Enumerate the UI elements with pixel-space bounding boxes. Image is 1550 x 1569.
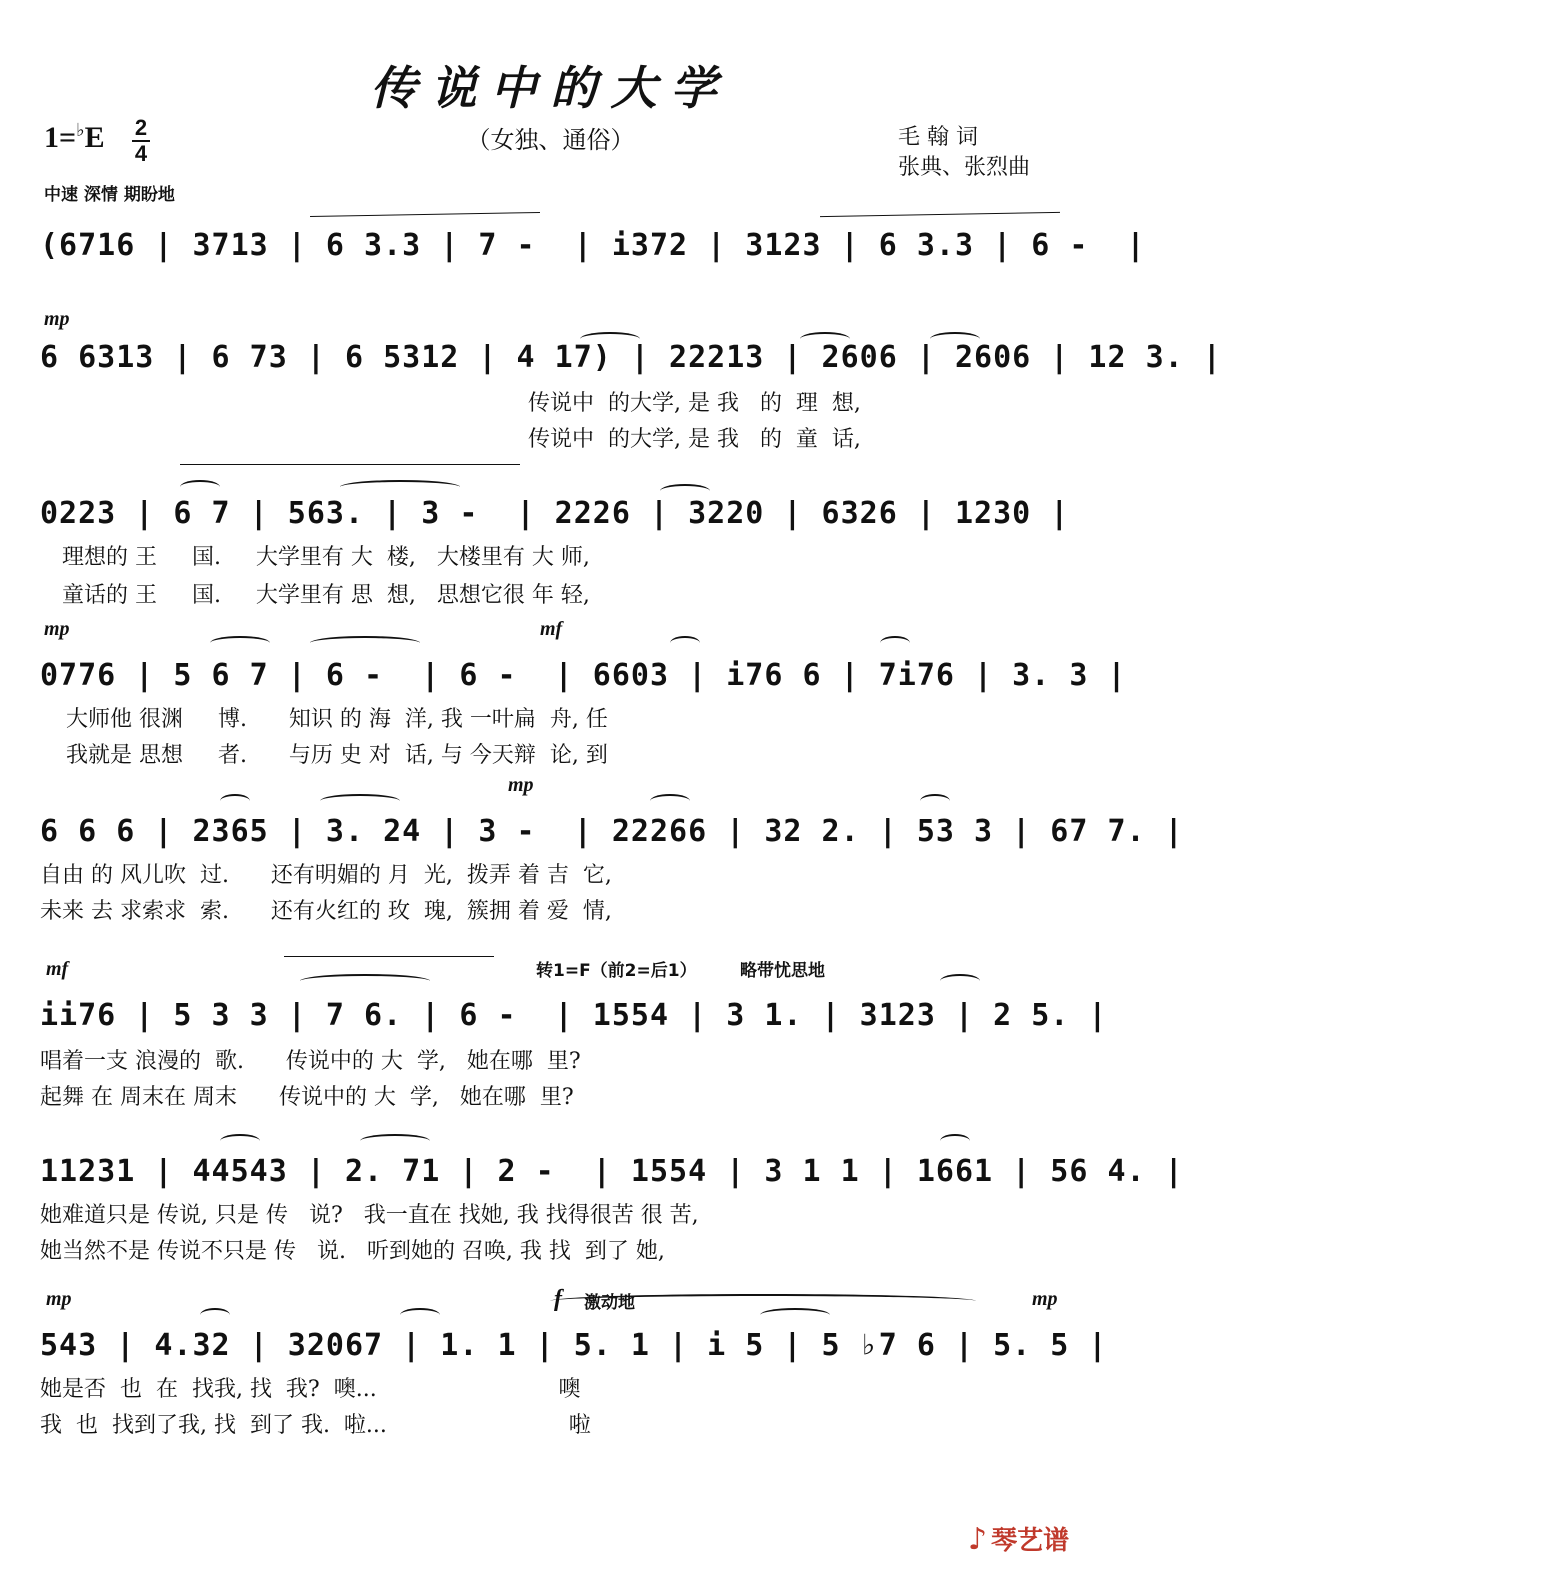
tempo-marking: 中速 深情 期盼地 [44,185,175,205]
key-prefix: 1= [44,121,77,154]
score-line-3 [40,478,1070,608]
flat-symbol: ♭ [76,120,85,140]
dynamic-mark: f [554,1286,562,1312]
note-line: 0776 | 5 6 7 | 6 - | 6 - | 6603 | i76 6 | 7i76 | 3. 3 | [40,658,1127,693]
note-line: (6716 | 3713 | 6 3.3 | 7 - | i372 | 3123 | 6 3.3 | 6 - | [40,228,1146,263]
lyric-verse-1: 传说中 的大学, 是 我 的 理 想, [528,391,861,416]
lyricist-credit: 毛 翰 词 [898,125,978,150]
score-line-1 [40,210,1146,280]
score-line-5 [40,774,1184,926]
dynamic-mark: mp [1032,1288,1058,1310]
score-line-7 [40,1136,1184,1266]
music-note-icon: ♪ [968,1522,988,1557]
expression-direction: 激动地 [584,1293,635,1313]
time-signature [132,116,150,166]
slur [920,794,950,808]
lyric-verse-2: 我 也 找到了我, 找 到了 我. 啦... 啦 [40,1413,591,1438]
slur [940,1134,970,1148]
slur [360,1134,430,1148]
lyric-verse-1: 唱着一支 浪漫的 歌. 传说中的 大 学, 她在哪 里? [40,1049,581,1074]
slur [200,1308,230,1322]
lyric-verse-2: 起舞 在 周末在 周末 传说中的 大 学, 她在哪 里? [40,1085,574,1110]
dynamic-mark: mp [508,774,534,796]
slur [670,636,700,650]
slur [300,974,430,988]
note-line: ii76 | 5 3 3 | 7 6. | 6 - | 1554 | 3 1. | 3123 | 2 5. | [40,998,1108,1033]
time-bottom: 4 [134,141,148,166]
crescendo-hairpin [284,956,494,957]
lyric-verse-1: 她难道只是 传说, 只是 传 说? 我一直在 找她, 我 找得很苦 很 苦, [40,1203,699,1228]
slur [880,636,910,650]
dynamic-mark: mf [540,618,563,640]
lyric-verse-1: 理想的 王 国. 大学里有 大 楼, 大楼里有 大 师, [62,545,590,570]
slur [220,1134,260,1148]
lyric-verse-1: 她是否 也 在 找我, 找 我? 噢... 噢 [40,1377,581,1402]
slur [760,1308,830,1322]
site-logo [968,1520,1069,1557]
dynamic-mark: mp [44,618,70,640]
song-subtitle: （女独、通俗） [466,126,635,154]
crescendo-hairpin [310,212,540,217]
lyric-verse-2: 她当然不是 传说不只是 传 说. 听到她的 召唤, 我 找 到了 她, [40,1239,665,1264]
lyric-verse-2: 童话的 王 国. 大学里有 思 想, 思想它很 年 轻, [62,583,590,608]
song-title: 传说中的大学 [370,61,731,115]
lyric-verse-2: 传说中 的大学, 是 我 的 童 话, [528,427,861,452]
note-line: 11231 | 44543 | 2. 71 | 2 - | 1554 | 3 1 1 | 1661 | 56 4. | [40,1154,1184,1189]
slur [320,794,400,808]
note-line: 543 | 4.32 | 32067 | 1. 1 | 5. 1 | i 5 | 5 ♭7 6 | 5. 5 | [40,1328,1108,1363]
note-line: 0223 | 6 7 | 563. | 3 - | 2226 | 3220 | 6326 | 1230 | [40,496,1070,531]
slur [210,636,270,650]
dynamic-mark: mp [46,1288,72,1310]
dynamic-mark: mf [46,958,69,980]
dynamic-mark: mp [44,308,70,330]
score-line-6 [40,958,1108,1110]
key-note: E [84,121,105,154]
note-line: 6 6313 | 6 73 | 6 5312 | 4 17) | 22213 | 2606 | 2606 | 12 3. | [40,340,1222,375]
lyric-verse-1: 大师他 很渊 博. 知识 的 海 洋, 我 一叶扁 舟, 任 [66,707,608,732]
slur [940,974,980,988]
slur [400,1308,440,1322]
slur [550,1294,976,1308]
slur [650,794,690,808]
score-line-4 [40,618,1127,770]
lyric-verse-2: 我就是 思想 者. 与历 史 对 话, 与 今天辩 论, 到 [66,743,608,768]
crescendo-hairpin [180,464,520,465]
logo-text: 琴艺谱 [991,1526,1070,1556]
score-line-8 [40,1286,1108,1440]
key-change-direction: 转1=F（前2=后1） [536,961,697,981]
score-line-2 [40,308,1222,452]
slur [220,794,250,808]
key-signature [44,120,105,155]
composer-credit: 张典、张烈曲 [898,155,1031,180]
crescendo-hairpin [820,212,1060,217]
slur [310,636,420,650]
expression-direction: 略带忧思地 [740,961,825,981]
slur [180,480,220,494]
note-line: 6 6 6 | 2365 | 3. 24 | 3 - | 22266 | 32 2. | 53 3 | 67 7. | [40,814,1184,849]
lyric-verse-2: 未来 去 求索求 索. 还有火红的 玫 瑰, 簇拥 着 爱 情, [40,899,612,924]
slur [340,480,460,494]
time-top: 2 [134,115,148,140]
lyric-verse-1: 自由 的 风儿吹 过. 还有明媚的 月 光, 拨弄 着 吉 它, [40,863,612,888]
